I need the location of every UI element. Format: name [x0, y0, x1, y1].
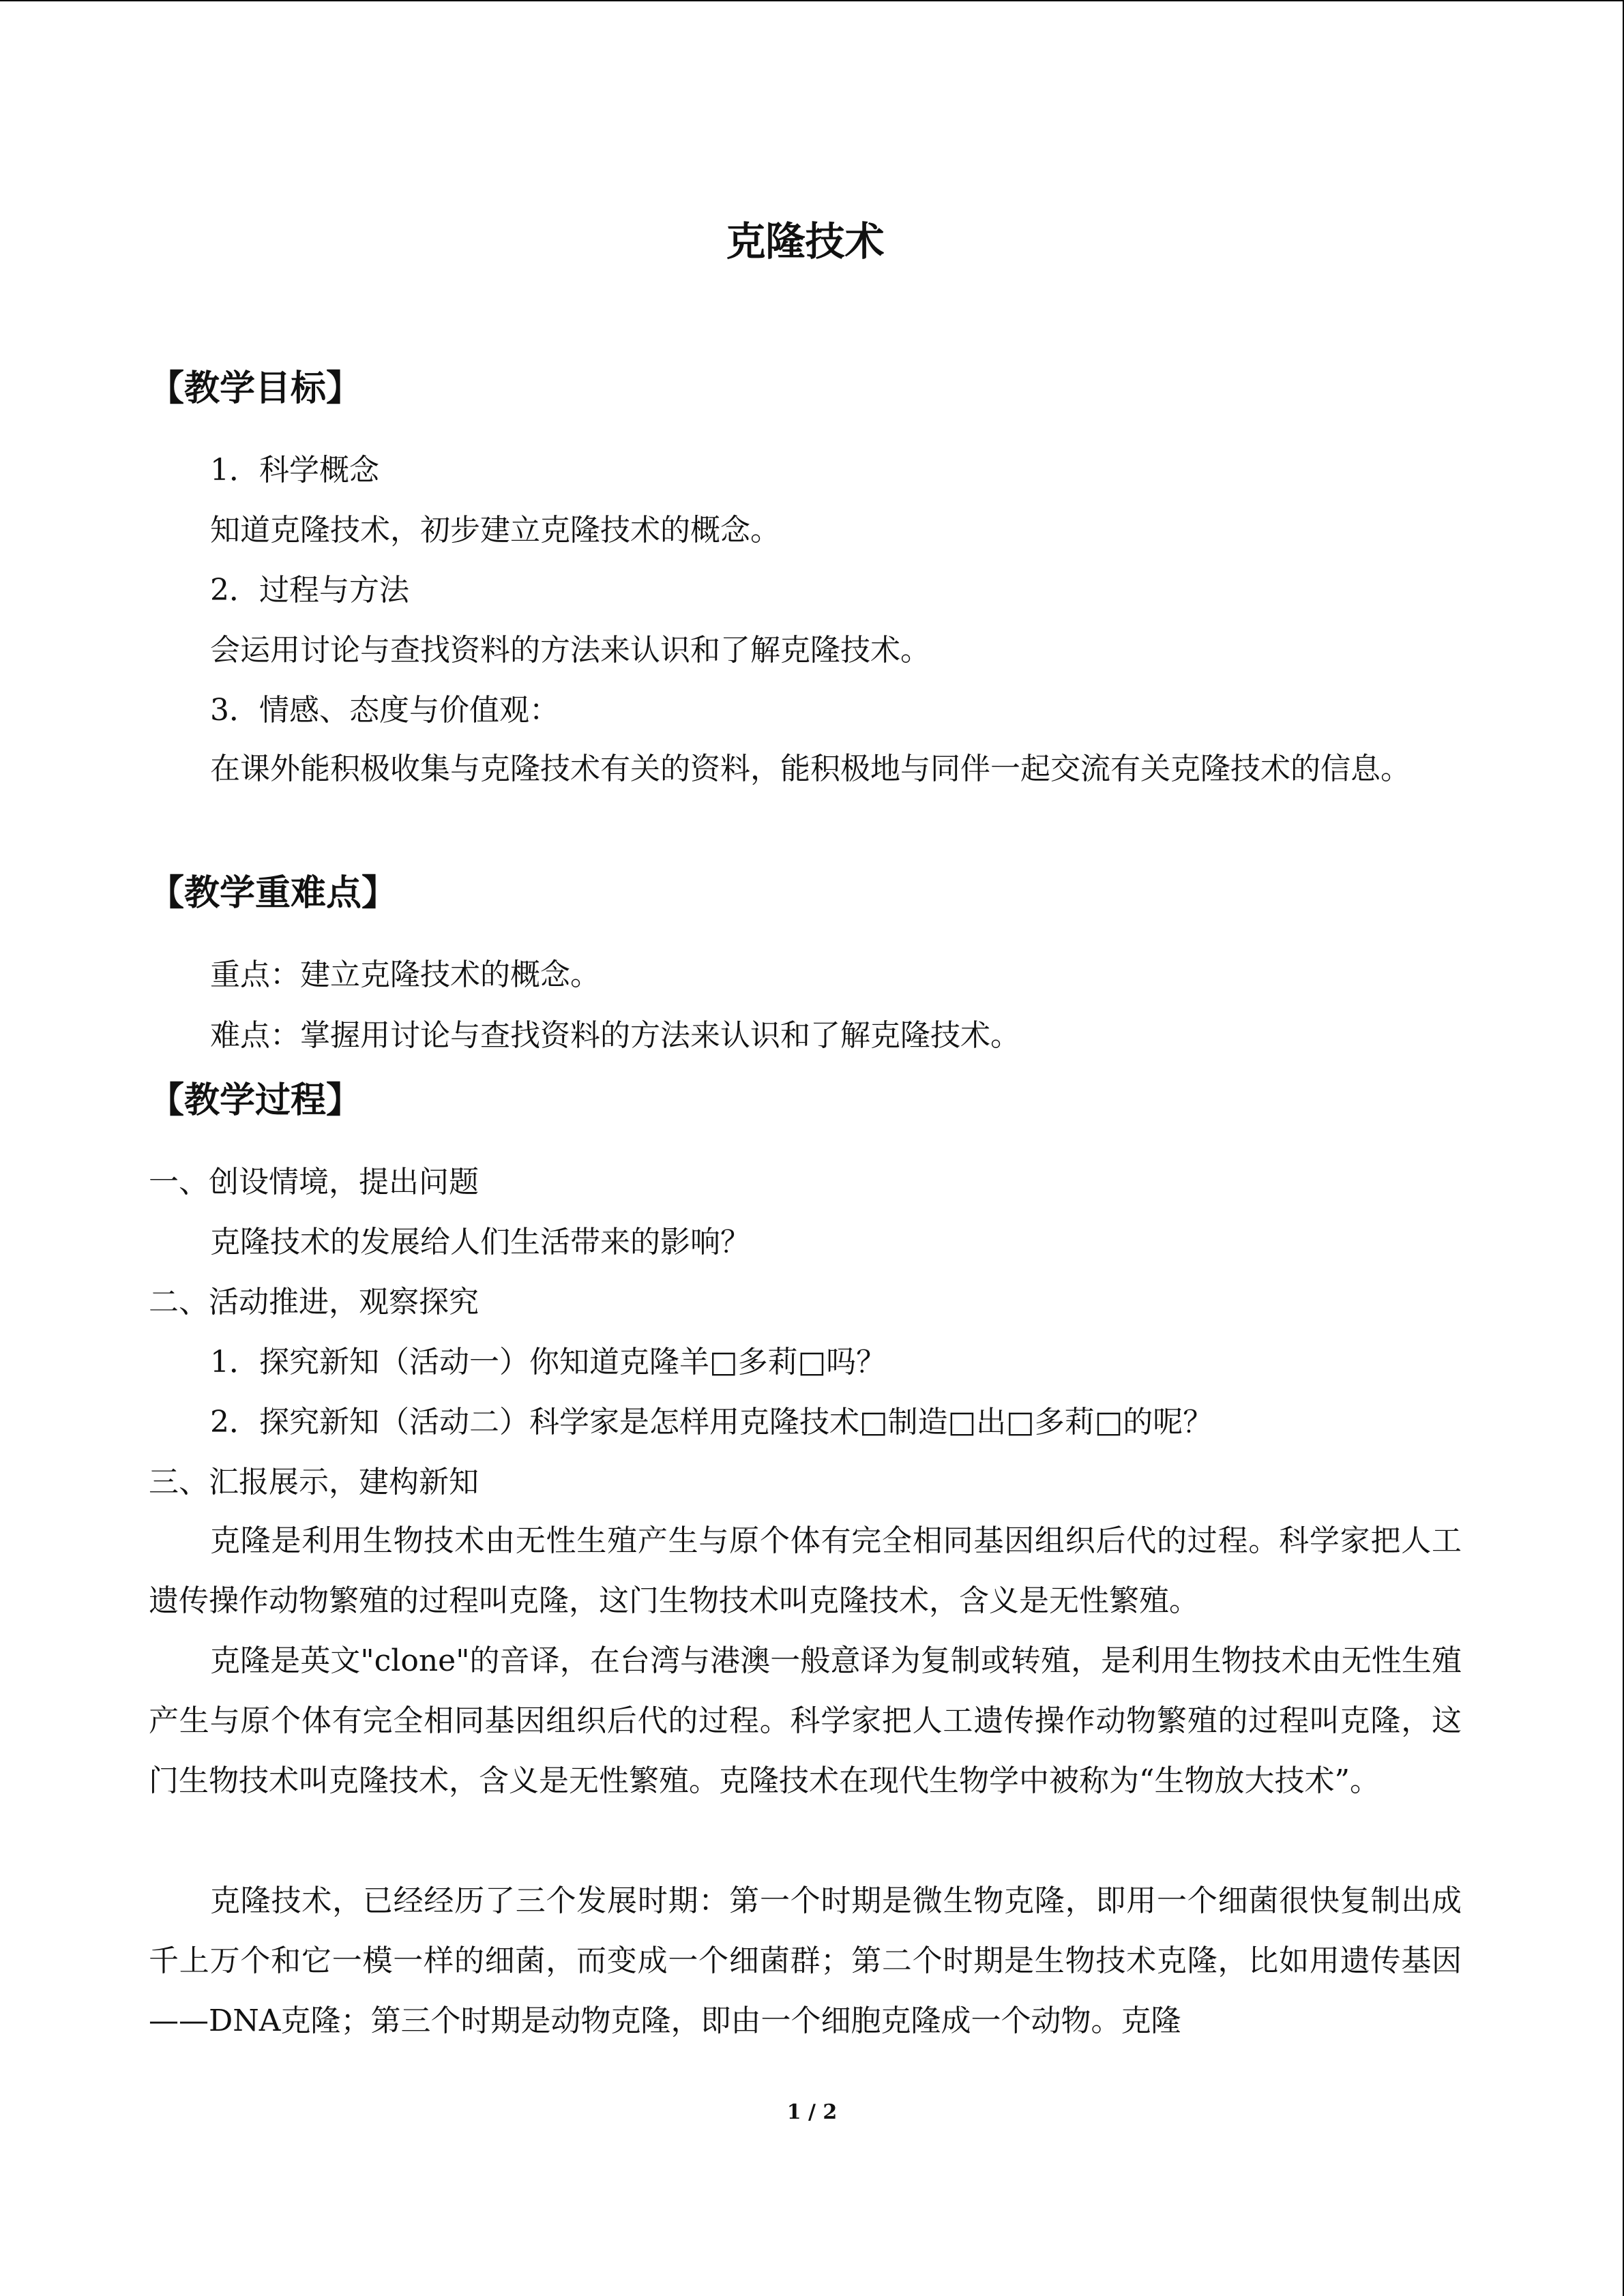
- key-point-item: 难点：掌握用讨论与查找资料的方法来认识和了解克隆技术。: [210, 1018, 1020, 1053]
- key-points-heading: 【教学重难点】: [149, 872, 398, 914]
- objective-item: 会运用讨论与查找资料的方法来认识和了解克隆技术。: [210, 633, 930, 668]
- process-step-text: 克隆技术的发展给人们生活带来的影响？: [210, 1225, 750, 1259]
- process-step-item: 2．探究新知（活动二）科学家是怎样用克隆技术□制造□出□多莉□的呢？: [210, 1405, 1213, 1440]
- process-paragraph: 克隆是英文"clone"的音译，在台湾与港澳一般意译为复制或转殖，是利用生物技术由无性生殖产生与原个体有完全相同基因组织后代的过程。科学家把人工遗传操作动物繁殖的过程叫克隆，这门生物技术叫克隆技术，含义是无性繁殖。克隆技术在现代生物学中被称为“生物放大技术”。: [149, 1643, 1462, 1798]
- process-paragraph: 克隆是利用生物技术由无性生殖产生与原个体有完全相同基因组织后代的过程。科学家把人工遗传操作动物繁殖的过程叫克隆，这门生物技术叫克隆技术，含义是无性繁殖。: [149, 1523, 1462, 1618]
- process-paragraph: 克隆技术，已经经历了三个发展时期：第一个时期是微生物克隆，即用一个细菌很快复制出成千上万个和它一模一样的细菌，而变成一个细菌群；第二个时期是生物技术克隆，比如用遗传基因——DNA克隆；第三个时期是动物克隆，即由一个细胞克隆成一个动物。克隆: [149, 1883, 1462, 2038]
- page-number: 1 / 2: [786, 2100, 838, 2124]
- key-point-item: 重点：建立克隆技术的概念。: [210, 957, 600, 992]
- process-step-title: 三、汇报展示，建构新知: [149, 1465, 479, 1500]
- document-title: 克隆技术: [726, 218, 885, 265]
- objective-paragraph: 在课外能积极收集与克隆技术有关的资料，能积极地与同伴一起交流有关克隆技术的信息。: [210, 751, 1411, 786]
- objective-item: 2．过程与方法: [210, 573, 409, 608]
- process-step-title: 一、创设情境，提出问题: [149, 1165, 479, 1199]
- process-step-item: 1．探究新知（活动一）你知道克隆羊□多莉□吗？: [210, 1345, 887, 1380]
- objective-item: 1．科学概念: [210, 453, 379, 488]
- process-step-title: 二、活动推进，观察探究: [149, 1285, 479, 1320]
- objective-item: 3．情感、态度与价值观：: [210, 693, 559, 728]
- objectives-heading: 【教学目标】: [149, 368, 362, 409]
- objective-item: 知道克隆技术，初步建立克隆技术的概念。: [210, 513, 780, 548]
- process-heading: 【教学过程】: [149, 1079, 362, 1121]
